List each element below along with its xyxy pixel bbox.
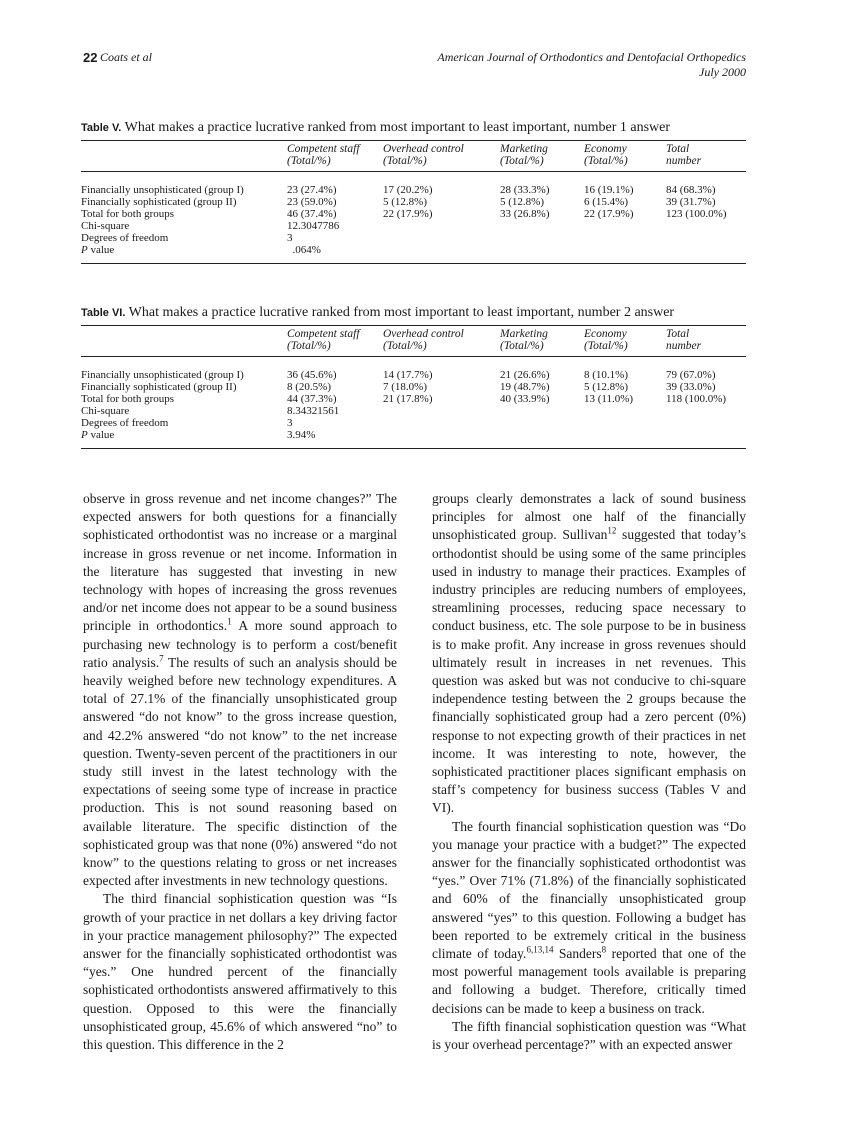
- row-label: Chi-square: [81, 405, 130, 417]
- table-cell: 23 (27.4%): [287, 184, 337, 196]
- header-marketing: Marketing (Total/%): [500, 141, 584, 172]
- header-competent-staff: Competent staff (Total/%): [287, 141, 383, 172]
- body-paragraph: [83, 490, 397, 890]
- table-cell: 3: [287, 417, 293, 429]
- table-cell: 8 (20.5%): [287, 381, 331, 393]
- table-row: [81, 405, 746, 417]
- table-6-grid: [81, 325, 746, 449]
- table-cell: [584, 417, 666, 429]
- body-paragraph: [83, 890, 397, 1054]
- table-cell: [500, 220, 584, 232]
- header-total-number: Total number: [666, 141, 746, 172]
- table-cell: 79 (67.0%): [666, 369, 716, 381]
- text-run: The results of such an analysis should be heavily weighed before new technology expenditures. A total of 27.1% of the financially unsophisticated group answered “do not know” to the gross increase question, and 42.2% answered “do not know” to the net increase question. Twenty-seven percent of the practitioners in our study still invest in the latest technology with the expectations of seeing some type of increase in practice production. This is not sound reasoning based on available literature. The specific distinction of the sophisticated group was that none (0%) answered “do not know” to the questions relating to gross or net increases expected after investments in new technology questions.: [83, 654, 397, 889]
- table-5-grid: [81, 140, 746, 264]
- header-total-number: Total number: [666, 326, 746, 357]
- table-row: [81, 393, 746, 405]
- header-economy: Economy (Total/%): [584, 141, 666, 172]
- row-label: Financially unsophisticated (group I): [81, 369, 244, 381]
- table-cell: 44 (37.3%): [287, 393, 337, 405]
- header-competent-staff: Competent staff (Total/%): [287, 326, 383, 357]
- running-journal: [437, 50, 746, 80]
- table-cell: 39 (31.7%): [666, 196, 716, 208]
- table-cell: [500, 417, 584, 429]
- table-row: [81, 244, 746, 264]
- table-cell: 3: [287, 232, 293, 244]
- body-column-right: [432, 490, 746, 1054]
- table-row: [81, 357, 746, 382]
- header-overhead-control: Overhead control (Total/%): [383, 141, 500, 172]
- text-run: suggested that today’s orthodontist should be using some of the same principles used in industry to manage their practices. Examples of industry principles are reducing numbers of employees, streamlining processes, reducing space necessary to conduct business, etc. The sole purpose to be in business is to make profit. Any increase in gross revenues should ultimately result in increases in net revenues. This question was asked but was not conducive to chi-square independence testing between the 2 groups because the financially sophisticated group had a zero percent (0%) response to not expecting growth of their practices in net income. It was interesting to note, however, the sophisticated practitioner places significant emphasis on staff’s competency for business success (Tables V and VI).: [432, 527, 747, 816]
- row-label: Financially sophisticated (group II): [81, 381, 237, 393]
- table-cell: [666, 417, 746, 429]
- body-paragraph: [432, 490, 746, 818]
- table-cell: [666, 429, 746, 449]
- table-cell: 40 (33.9%): [500, 393, 550, 405]
- table-cell: 5 (12.8%): [500, 196, 544, 208]
- row-label: P value: [81, 244, 115, 256]
- table-5: [81, 120, 746, 264]
- table-row: [81, 208, 746, 220]
- row-label: Financially sophisticated (group II): [81, 196, 237, 208]
- citation-superscript: 6,13,14: [526, 944, 554, 955]
- table-cell: 13 (11.0%): [584, 393, 634, 405]
- table-cell: 8.34321561: [287, 405, 340, 417]
- row-label: Degrees of freedom: [81, 417, 169, 429]
- table-row: [81, 220, 746, 232]
- body-paragraph: [432, 1018, 746, 1054]
- text-run: The third financial sophistication question was “Is growth of your practice in net dollars a key driving factor in your practice management philosophy?” The expected answer for the financially sophisticated orthodontist was “yes.” One hundred percent of the financially sophisticated orthodontists answered affirmatively to this question. Opposed to this were the financially unsophisticated group, 45.6% of which answered “no” to this question. This difference in the 2: [83, 891, 397, 1053]
- table-6-label: Table VI.: [81, 307, 126, 319]
- header-economy: Economy (Total/%): [584, 326, 666, 357]
- header-blank: [81, 141, 287, 172]
- table-cell: [383, 417, 500, 429]
- table-row: [81, 172, 746, 197]
- table-header-row: [81, 326, 746, 357]
- table-cell: [666, 220, 746, 232]
- table-cell: 21 (17.8%): [383, 393, 433, 405]
- table-cell: [500, 405, 584, 417]
- table-cell: 21 (26.6%): [500, 369, 550, 381]
- row-label: Financially unsophisticated (group I): [81, 184, 244, 196]
- table-cell: [383, 429, 500, 449]
- citation-superscript: 7: [159, 653, 164, 664]
- table-cell: [666, 232, 746, 244]
- table-cell: 123 (100.0%): [666, 208, 727, 220]
- p-symbol: P: [81, 244, 88, 256]
- table-cell: 28 (33.3%): [500, 184, 550, 196]
- table-cell: [500, 232, 584, 244]
- header-blank: [81, 326, 287, 357]
- text-run: observe in gross revenue and net income changes?” The expected answers for both questions for a financially sophisticated orthodontist was no increase or a marginal increase in gross revenue or net income. Information in the literature has suggested that investing in new technology with hopes of increasing the gross revenues and/or net income does not appear to be a sound business principle in orthodontics.: [83, 491, 397, 634]
- citation-superscript: 8: [601, 944, 607, 955]
- table-cell: [500, 429, 584, 449]
- table-6-caption: [81, 305, 746, 321]
- text-run: The fourth financial sophistication question was “Do you manage your practice with a budget?” The expected answer for the financially sophisticated orthodontist was “yes.” Over 71% (71.8%) of the financially sophisticated and 60% of the financially unsophisticated group answered “yes” to this question. Following a budget has been reported to be extremely critical in the business climate of today.: [432, 818, 746, 962]
- row-label: Degrees of freedom: [81, 232, 169, 244]
- table-row: [81, 417, 746, 429]
- table-cell: 84 (68.3%): [666, 184, 716, 196]
- table-cell: [666, 244, 746, 264]
- table-cell: [383, 405, 500, 417]
- table-cell: 17 (20.2%): [383, 184, 433, 196]
- table-row: [81, 381, 746, 393]
- table-cell: 5 (12.8%): [383, 196, 427, 208]
- body-column-left: [83, 490, 397, 1054]
- table-header-row: [81, 141, 746, 172]
- table-cell: 19 (48.7%): [500, 381, 550, 393]
- text-run: reported that one of the most powerful management tools available is preparing and following a budget. Therefore, critically timed decisions can be made to keep a business on track.: [432, 946, 747, 1016]
- table-cell: [584, 405, 666, 417]
- table-5-label: Table V.: [81, 122, 122, 134]
- table-6-title: What makes a practice lucrative ranked from most important to least important, number 2 answer: [128, 305, 675, 320]
- table-cell: 12.3047786: [287, 220, 340, 232]
- table-cell: 22 (17.9%): [383, 208, 433, 220]
- table-cell: 14 (17.7%): [383, 369, 433, 381]
- table-cell: .064%: [287, 244, 321, 256]
- table-cell: 39 (33.0%): [666, 381, 716, 393]
- issue-date: July 2000: [699, 65, 746, 79]
- p-symbol: P: [81, 429, 88, 441]
- table-5-caption: [81, 120, 746, 136]
- row-label: P value: [81, 429, 115, 441]
- table-6: [81, 305, 746, 449]
- table-cell: [584, 220, 666, 232]
- table-cell: 5 (12.8%): [584, 381, 628, 393]
- table-cell: [383, 244, 500, 264]
- citation-superscript: 12: [607, 525, 617, 536]
- table-cell: [500, 244, 584, 264]
- body-paragraph: [432, 818, 746, 1018]
- table-row: [81, 196, 746, 208]
- table-cell: 8 (10.1%): [584, 369, 628, 381]
- table-cell: [584, 232, 666, 244]
- header-marketing: Marketing (Total/%): [500, 326, 584, 357]
- running-author: Coats et al: [100, 50, 153, 64]
- table-cell: 46 (37.4%): [287, 208, 337, 220]
- table-5-title: What makes a practice lucrative ranked from most important to least important, number 1 answer: [124, 120, 671, 135]
- page-number: 22: [83, 50, 98, 65]
- row-label: Total for both groups: [81, 208, 175, 220]
- table-cell: 118 (100.0%): [666, 393, 727, 405]
- table-cell: [584, 244, 666, 264]
- table-cell: [383, 220, 500, 232]
- row-label: Total for both groups: [81, 393, 175, 405]
- text-run: groups clearly demonstrates a lack of sound business principles for almost one half of the financially unsophisticated group. Sullivan: [432, 491, 746, 543]
- table-cell: 22 (17.9%): [584, 208, 634, 220]
- journal-title: American Journal of Orthodontics and Dentofacial Orthopedics: [437, 50, 746, 64]
- table-cell: 6 (15.4%): [584, 196, 628, 208]
- table-cell: 23 (59.0%): [287, 196, 337, 208]
- table-cell: 36 (45.6%): [287, 369, 337, 381]
- text-run: A more sound approach to purchasing new technology is to perform a cost/benefit ratio analysis.: [83, 618, 397, 670]
- header-overhead-control: Overhead control (Total/%): [383, 326, 500, 357]
- text-run: Sanders: [553, 946, 602, 962]
- table-cell: [383, 232, 500, 244]
- table-cell: 3.94%: [287, 429, 316, 441]
- row-label: Chi-square: [81, 220, 130, 232]
- table-cell: [666, 405, 746, 417]
- citation-superscript: 1: [227, 616, 232, 627]
- table-cell: 16 (19.1%): [584, 184, 634, 196]
- table-row: [81, 429, 746, 449]
- table-row: [81, 232, 746, 244]
- text-run: The fifth financial sophistication question was “What is your overhead percentage?” with an expected answer: [432, 1018, 746, 1053]
- table-cell: 33 (26.8%): [500, 208, 550, 220]
- table-cell: 7 (18.0%): [383, 381, 427, 393]
- table-cell: [584, 429, 666, 449]
